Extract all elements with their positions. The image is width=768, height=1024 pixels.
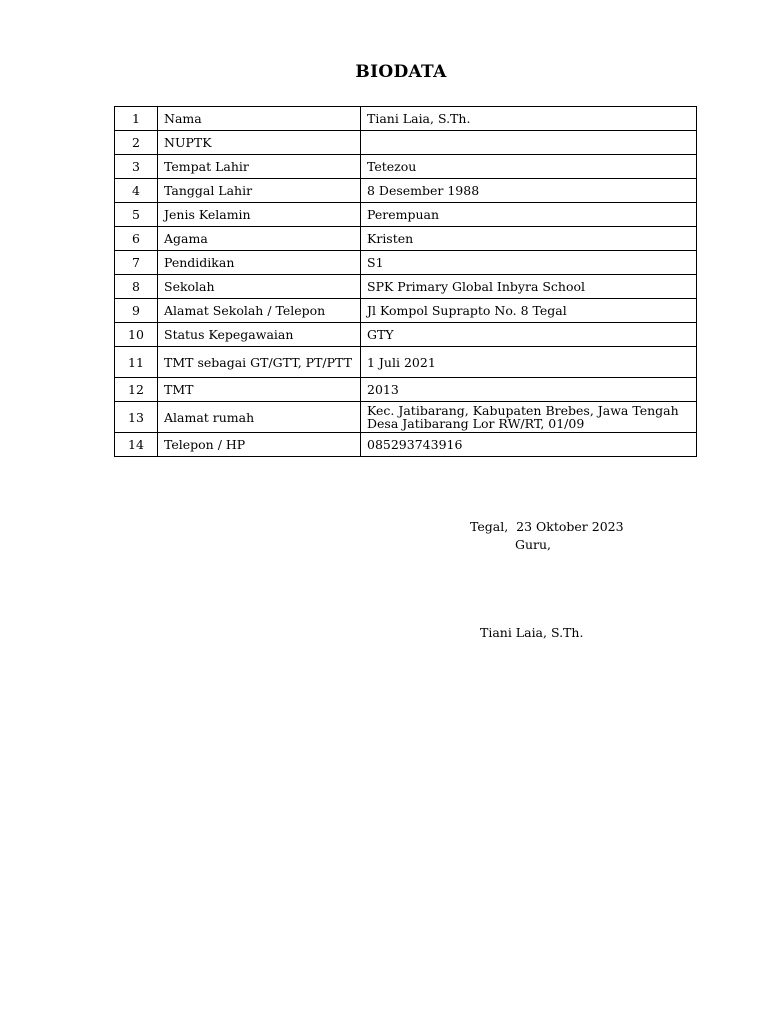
- row-number: 11: [115, 347, 158, 378]
- field-label: TMT: [158, 378, 361, 402]
- field-value: 2013: [361, 378, 697, 402]
- field-value: 1 Juli 2021: [361, 347, 697, 378]
- field-label: Sekolah: [158, 275, 361, 299]
- field-value: Jl Kompol Suprapto No. 8 Tegal: [361, 299, 697, 323]
- field-value: [361, 131, 697, 155]
- field-label: NUPTK: [158, 131, 361, 155]
- row-number: 3: [115, 155, 158, 179]
- row-number: 10: [115, 323, 158, 347]
- field-value: 085293743916: [361, 433, 697, 457]
- row-number: 4: [115, 179, 158, 203]
- field-label: Tanggal Lahir: [158, 179, 361, 203]
- field-label: Alamat Sekolah / Telepon: [158, 299, 361, 323]
- field-label: Telepon / HP: [158, 433, 361, 457]
- row-number: 5: [115, 203, 158, 227]
- row-number: 2: [115, 131, 158, 155]
- row-number: 14: [115, 433, 158, 457]
- field-label: Nama: [158, 107, 361, 131]
- table-row: [115, 402, 697, 433]
- document-title: BIODATA: [355, 62, 447, 82]
- field-value: Tiani Laia, S.Th.: [361, 107, 697, 131]
- field-label: Pendidikan: [158, 251, 361, 275]
- field-label: Tempat Lahir: [158, 155, 361, 179]
- row-number: 12: [115, 378, 158, 402]
- row-number: 8: [115, 275, 158, 299]
- table-row: [115, 347, 697, 378]
- biodata-table: [114, 106, 697, 457]
- table-row: [115, 107, 697, 131]
- field-value: Kec. Jatibarang, Kabupaten Brebes, Jawa Tengah Desa Jatibarang Lor RW/RT, 01/09: [361, 402, 697, 433]
- row-number: 6: [115, 227, 158, 251]
- field-value: Tetezou: [361, 155, 697, 179]
- signature-name: Tiani Laia, S.Th.: [480, 625, 584, 640]
- field-value: Kristen: [361, 227, 697, 251]
- field-value: Perempuan: [361, 203, 697, 227]
- table-row: [115, 433, 697, 457]
- table-row: [115, 131, 697, 155]
- field-label: Jenis Kelamin: [158, 203, 361, 227]
- table-row: [115, 378, 697, 402]
- table-row: [115, 275, 697, 299]
- row-number: 1: [115, 107, 158, 131]
- field-label: TMT sebagai GT/GTT, PT/PTT: [158, 347, 361, 378]
- field-label: Agama: [158, 227, 361, 251]
- field-label: Status Kepegawaian: [158, 323, 361, 347]
- row-number: 13: [115, 402, 158, 433]
- table-row: [115, 203, 697, 227]
- row-number: 7: [115, 251, 158, 275]
- table-row: [115, 299, 697, 323]
- row-number: 9: [115, 299, 158, 323]
- table-row: [115, 155, 697, 179]
- table-row: [115, 251, 697, 275]
- signature-role: Guru,: [515, 537, 552, 552]
- field-value: SPK Primary Global Inbyra School: [361, 275, 697, 299]
- field-label: Alamat rumah: [158, 402, 361, 433]
- table-row: [115, 323, 697, 347]
- field-value: GTY: [361, 323, 697, 347]
- field-value: 8 Desember 1988: [361, 179, 697, 203]
- signature-place-date: Tegal, 23 Oktober 2023: [470, 519, 624, 534]
- table-row: [115, 227, 697, 251]
- table-row: [115, 179, 697, 203]
- field-value: S1: [361, 251, 697, 275]
